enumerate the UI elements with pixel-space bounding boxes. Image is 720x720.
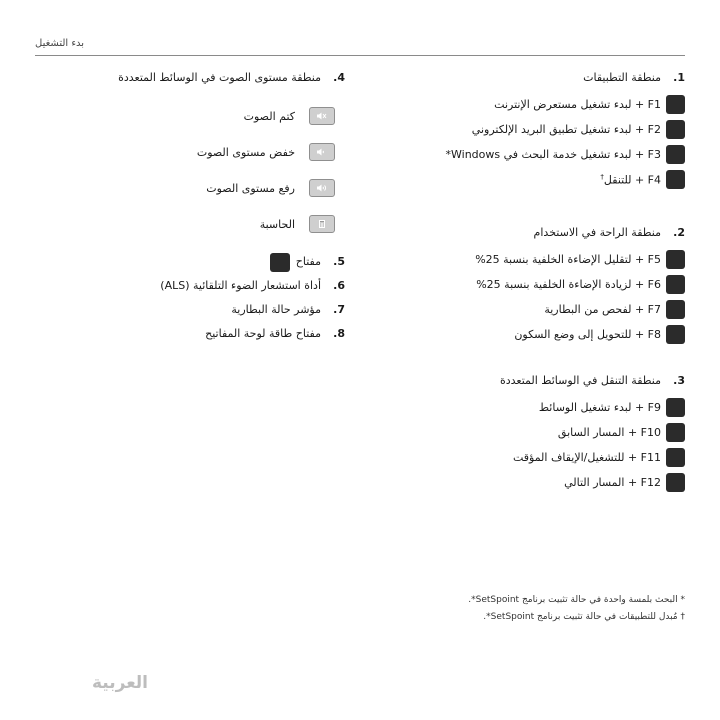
- shortcut-row: [385, 297, 685, 322]
- shortcut-text: [600, 173, 661, 187]
- fn-key: [666, 170, 685, 189]
- item-number: 8.: [333, 327, 345, 340]
- shortcut-row: [385, 167, 685, 192]
- fn-key: [666, 120, 685, 139]
- fn-key: [666, 250, 685, 269]
- key-icon: [270, 253, 290, 272]
- calculator-icon: [309, 215, 335, 233]
- item-text: أداة استشعار الضوء التلقائية (ALS): [160, 279, 321, 292]
- fn-key: [666, 275, 685, 294]
- media-label: رفع مستوى الصوت: [206, 181, 295, 195]
- section-title: [385, 373, 685, 389]
- page-header: [35, 38, 685, 56]
- shortcut-row: [385, 272, 685, 297]
- media-and-indicators: [65, 70, 345, 346]
- section-title: [385, 225, 685, 241]
- list-item-als: [65, 274, 345, 298]
- media-item: [65, 98, 345, 134]
- section-title-text: منطقة مستوى الصوت في الوسائط المتعددة: [118, 71, 321, 84]
- header-title: بدء التشغيل: [35, 38, 85, 49]
- fn-key: [666, 145, 685, 164]
- fn-key: [666, 398, 685, 417]
- section-number: 1.: [673, 71, 685, 84]
- shortcut-text: F1 + لبدء تشغيل مستعرض الإنترنت: [494, 98, 661, 111]
- item-number: 5.: [333, 255, 345, 268]
- media-label: خفض مستوى الصوت: [196, 145, 295, 159]
- dagger-mark: †: [600, 172, 604, 181]
- shortcut-text: F11 + للتشغيل/الإيقاف المؤقت: [512, 451, 661, 464]
- footer-language: العربية: [92, 673, 149, 693]
- shortcut-row: [385, 92, 685, 117]
- shortcut-row: [385, 117, 685, 142]
- shortcut-text: F9 + لبدء تشغيل الوسائط: [538, 401, 661, 414]
- section-comfort: [385, 225, 685, 347]
- shortcut-text: F6 + لزيادة الإضاءة الخلفية بنسبة 25%: [476, 278, 661, 291]
- section-title: [65, 70, 345, 86]
- shortcut-row: [385, 322, 685, 347]
- fn-key: [666, 423, 685, 442]
- shortcut-text: F8 + للتحويل إلى وضع السكون: [514, 328, 661, 341]
- shortcut-row: [385, 420, 685, 445]
- shortcut-text: F2 + لبدء تشغيل تطبيق البريد الإلكتروني: [471, 123, 661, 136]
- section-title-text: منطقة التنقل في الوسائط المتعددة: [499, 374, 661, 387]
- shortcut-text: F10 + المسار السابق: [557, 426, 661, 439]
- list-item-power-key: [65, 250, 345, 274]
- mute-icon: [309, 107, 335, 125]
- item-text: مؤشر حالة البطارية: [231, 303, 321, 316]
- item-number: 6.: [333, 279, 345, 292]
- section-number: 2.: [673, 226, 685, 239]
- shortcut-row: [385, 247, 685, 272]
- item-text: مفتاح طاقة لوحة المفاتيح: [205, 327, 321, 340]
- fn-key: [666, 448, 685, 467]
- section-number: 3.: [673, 374, 685, 387]
- list-item-battery: [65, 298, 345, 322]
- fn-key: [666, 473, 685, 492]
- section-applications: [385, 70, 685, 192]
- footnote: † مُبدل للتطبيقات في حالة تثبيت برنامج SetSpoint*.: [483, 612, 685, 622]
- media-label: الحاسبة: [259, 217, 295, 231]
- media-label: كتم الصوت: [243, 109, 295, 123]
- list-item-power-switch: [65, 322, 345, 346]
- shortcut-sections: [385, 70, 685, 495]
- footnote: * البحث بلمسة واحدة في حالة تثبيت برنامج SetSpoint*.: [468, 595, 685, 605]
- volume-up-icon: [309, 179, 335, 197]
- shortcut-text-main: F4 + للتنقل: [603, 173, 661, 187]
- shortcut-text: F5 + لتقليل الإضاءة الخلفية بنسبة 25%: [475, 253, 661, 266]
- item-number: 7.: [333, 303, 345, 316]
- fn-key: [666, 325, 685, 344]
- media-item: [65, 170, 345, 206]
- section-number: 4.: [333, 71, 345, 84]
- shortcut-text: F12 + المسار التالي: [564, 476, 661, 489]
- shortcut-row: [385, 470, 685, 495]
- shortcut-row: [385, 395, 685, 420]
- footnotes: [468, 592, 685, 626]
- item-text: مفتاح: [295, 255, 321, 268]
- shortcut-text: F7 + لفحص من البطارية: [544, 303, 661, 316]
- section-media-navigation: [385, 373, 685, 495]
- volume-down-icon: [309, 143, 335, 161]
- shortcut-row: [385, 445, 685, 470]
- section-title-text: منطقة الراحة في الاستخدام: [533, 226, 661, 239]
- media-item: [65, 134, 345, 170]
- media-item: [65, 206, 345, 242]
- section-title-text: منطقة التطبيقات: [583, 71, 661, 84]
- fn-key: [666, 95, 685, 114]
- section-title: [385, 70, 685, 86]
- shortcut-row: [385, 142, 685, 167]
- shortcut-text: F3 + لبدء تشغيل خدمة البحث في Windows*: [445, 148, 661, 161]
- fn-key: [666, 300, 685, 319]
